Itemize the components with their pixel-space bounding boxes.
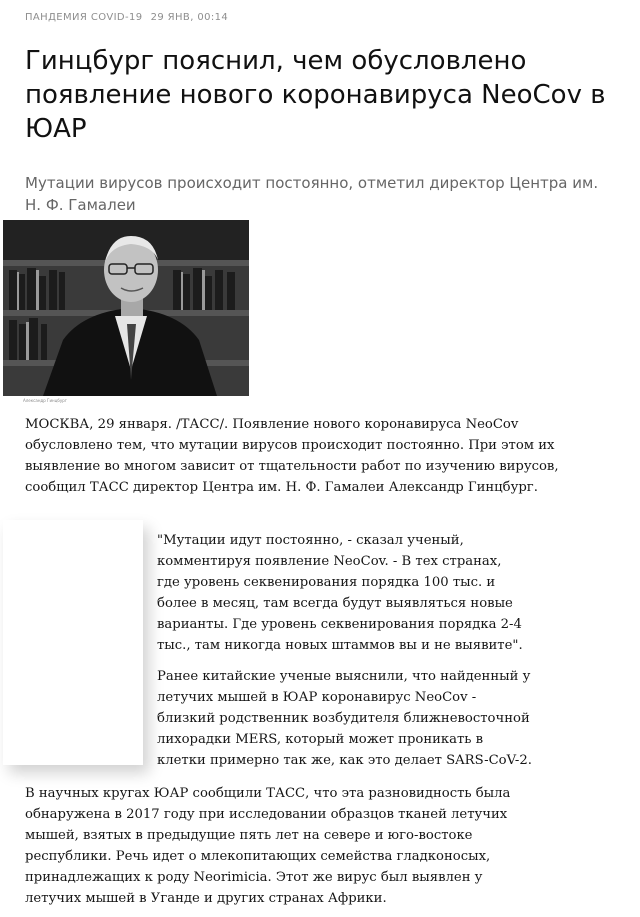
article-lead: Мутации вирусов происходит постоянно, отметил директор Центра им. Н. Ф. Гамалеи	[25, 174, 599, 214]
article-meta	[25, 12, 228, 23]
portrait-illustration	[3, 220, 249, 396]
paragraph-quote: "Мутации идут постоянно, - сказал ученый, комментируя появление NeoCov. - В тех странах, где уровень секвенирования порядка 100 тыс. и более в месяц, там всегда будут выявляться новые варианты. Где уровень секвенирования порядка 2-4 тыс., там никогда новых штаммов вы и не выявите".	[157, 533, 523, 653]
photo-caption: Александр Гинцбург	[23, 398, 67, 403]
article-photo[interactable]	[3, 220, 249, 396]
decorative-panel	[3, 520, 143, 765]
article-figure	[3, 220, 249, 406]
article-title: Гинцбург пояснил, чем обусловлено появление нового коронавируса NeoCov в ЮАР	[25, 46, 606, 144]
paragraph-discovery: В научных кругах ЮАР сообщили ТАСС, что эта разновидность была обнаружена в 2017 году при исследовании образцов тканей летучих мышей, взятых в предыдущие пять лет на севере и юго-востоке республики. Речь идет о млекопитающих семейства гладконосых, принадлежащих к роду Neorimicia. Этот же вирус был выявлен у летучих мышей в Уганде и других странах Африки.	[25, 786, 511, 906]
paragraph-intro: МОСКВА, 29 января. /ТАСС/. Появление нового коронавируса NeoCov обусловлено тем, что мутации вирусов происходит постоянно. При этом их выявление во многом зависит от тщательности работ по изучению вирусов, сообщил ТАСС директор Центра им. Н. Ф. Гамалеи Александр Гинцбург.	[25, 417, 559, 495]
category-label[interactable]: ПАНДЕМИЯ COVID-19	[25, 12, 143, 23]
paragraph-research: Ранее китайские ученые выяснили, что найденный у летучих мышей в ЮАР коронавирус NeoCov - близкий родственник возбудителя ближневосточной лихорадки MERS, который может проникать в клетки примерно так же, как это делает SARS-CoV-2.	[157, 669, 532, 768]
publish-date: 29 ЯНВ, 00:14	[150, 12, 229, 23]
